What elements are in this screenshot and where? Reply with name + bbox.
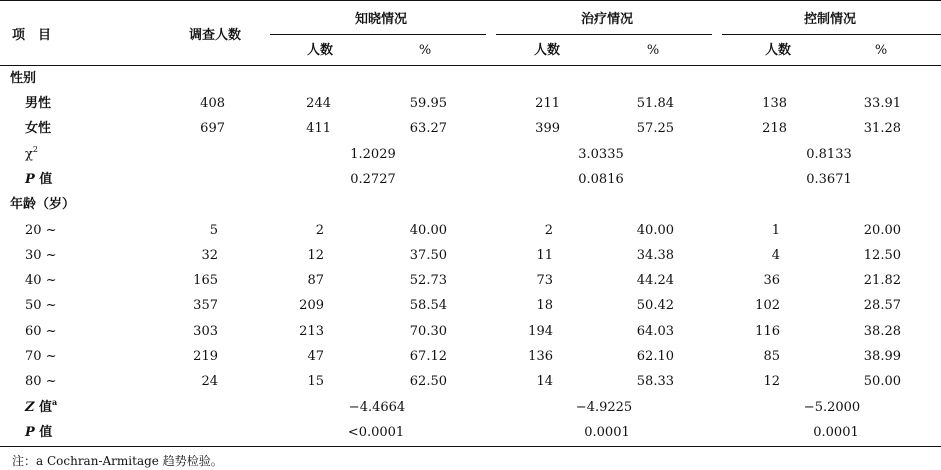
cell-control-pct: 28.57 <box>863 298 901 313</box>
cell-surveyed: 219 <box>193 349 218 364</box>
cell-awareness-count: 411 <box>306 121 331 136</box>
cell-control-pct: 50.00 <box>863 374 901 389</box>
stat-value-control: −5.2000 <box>803 400 861 415</box>
cell-awareness-count: 12 <box>307 248 324 263</box>
cell-awareness-pct: 67.12 <box>409 349 447 364</box>
cell-control-count: 1 <box>771 223 780 238</box>
row-label: 30 ~ <box>25 248 57 263</box>
header-pct: % <box>646 43 660 58</box>
cell-awareness-count: 87 <box>307 273 324 288</box>
cell-surveyed: 24 <box>201 374 218 389</box>
cell-awareness-count: 209 <box>299 298 324 313</box>
stat-label-z: Z 值$^a$ <box>25 397 58 415</box>
cell-awareness-pct: 40.00 <box>409 223 447 238</box>
cell-treatment-pct: 34.38 <box>636 248 674 263</box>
cell-awareness-count: 2 <box>315 223 324 238</box>
stat-value-treatment: 3.0335 <box>578 147 624 162</box>
group-rule-control <box>722 34 941 35</box>
stat-value-control: 0.3671 <box>806 172 852 187</box>
cell-control-count: 116 <box>755 324 780 339</box>
section-title-sex: 性别 <box>10 71 37 86</box>
cell-control-pct: 38.28 <box>863 324 901 339</box>
cell-awareness-pct: 63.27 <box>409 121 447 136</box>
cell-awareness-count: 47 <box>307 349 324 364</box>
cell-control-pct: 31.28 <box>863 121 901 136</box>
cell-control-count: 138 <box>762 96 787 111</box>
header-bottom-rule <box>0 65 941 66</box>
cell-treatment-pct: 44.24 <box>636 273 674 288</box>
row-label: 70 ~ <box>25 349 57 364</box>
header-pct: % <box>874 43 888 58</box>
cell-treatment-count: 194 <box>528 324 553 339</box>
cell-awareness-count: 244 <box>306 96 331 111</box>
cell-treatment-pct: 40.00 <box>636 223 674 238</box>
cell-awareness-pct: 62.50 <box>409 374 447 389</box>
cell-treatment-count: 73 <box>536 273 553 288</box>
cell-awareness-pct: 59.95 <box>409 96 447 111</box>
cell-treatment-count: 11 <box>536 248 553 263</box>
cell-control-count: 12 <box>763 374 780 389</box>
group-rule-treatment <box>496 34 712 35</box>
header-count: 人数 <box>764 43 792 58</box>
row-label: 50 ~ <box>25 298 57 313</box>
cell-treatment-count: 399 <box>535 121 560 136</box>
cell-treatment-count: 136 <box>528 349 553 364</box>
cell-control-count: 4 <box>771 248 780 263</box>
stat-value-control: 0.8133 <box>806 147 852 162</box>
cell-control-count: 218 <box>762 121 787 136</box>
stat-value-awareness: <0.0001 <box>347 425 405 440</box>
cell-treatment-count: 2 <box>544 223 553 238</box>
stat-value-awareness: −4.4664 <box>348 400 406 415</box>
cell-awareness-pct: 37.50 <box>409 248 447 263</box>
header-count: 人数 <box>306 43 334 58</box>
stat-value-control: 0.0001 <box>813 425 859 440</box>
cell-control-pct: 12.50 <box>863 248 901 263</box>
stat-value-treatment: 0.0816 <box>578 172 624 187</box>
bottom-rule <box>0 446 941 447</box>
cell-treatment-pct: 64.03 <box>636 324 674 339</box>
cell-treatment-pct: 62.10 <box>636 349 674 364</box>
cell-control-pct: 21.82 <box>863 273 901 288</box>
cell-surveyed: 32 <box>201 248 218 263</box>
cell-control-count: 85 <box>763 349 780 364</box>
cell-awareness-pct: 52.73 <box>409 273 447 288</box>
top-rule <box>0 0 941 1</box>
header-group-treatment: 治疗情况 <box>580 12 634 27</box>
cell-awareness-pct: 58.54 <box>409 298 447 313</box>
cell-surveyed: 303 <box>193 324 218 339</box>
header-group-control: 控制情况 <box>803 12 857 27</box>
cell-surveyed: 697 <box>200 121 225 136</box>
cell-treatment-pct: 50.42 <box>636 298 674 313</box>
header-group-awareness: 知晓情况 <box>354 12 408 27</box>
header-count: 人数 <box>533 43 561 58</box>
header-item: 项 目 <box>12 28 52 43</box>
cell-control-pct: 20.00 <box>863 223 901 238</box>
cell-surveyed: 408 <box>200 96 225 111</box>
stat-value-awareness: 0.2727 <box>350 172 396 187</box>
cell-treatment-count: 18 <box>536 298 553 313</box>
row-label: 男性 <box>25 96 52 111</box>
row-label: 80 ~ <box>25 374 57 389</box>
cell-control-count: 102 <box>755 298 780 313</box>
stat-value-treatment: 0.0001 <box>584 425 630 440</box>
cell-treatment-pct: 51.84 <box>636 96 674 111</box>
group-rule-awareness <box>270 34 486 35</box>
header-pct: % <box>418 43 432 58</box>
row-label: 40 ~ <box>25 273 57 288</box>
cell-control-pct: 38.99 <box>863 349 901 364</box>
stat-value-awareness: 1.2029 <box>350 147 396 162</box>
cell-surveyed: 165 <box>193 273 218 288</box>
section-title-age: 年龄（岁） <box>10 197 76 212</box>
stat-label-chi-square: $\chi^2$ <box>25 145 38 162</box>
cell-awareness-pct: 70.30 <box>409 324 447 339</box>
cell-awareness-count: 213 <box>299 324 324 339</box>
row-label: 60 ~ <box>25 324 57 339</box>
row-label: 女性 <box>25 121 52 136</box>
cell-surveyed: 357 <box>193 298 218 313</box>
cell-control-pct: 33.91 <box>863 96 901 111</box>
cell-treatment-pct: 57.25 <box>636 121 674 136</box>
cell-control-count: 36 <box>763 273 780 288</box>
stat-label-p: P 值 <box>25 172 53 187</box>
cell-treatment-count: 14 <box>536 374 553 389</box>
row-label: 20 ~ <box>25 223 57 238</box>
table-footnote: 注：a Cochran-Armitage 趋势检验。 <box>12 454 223 468</box>
stat-value-treatment: −4.9225 <box>575 400 633 415</box>
header-surveyed: 调查人数 <box>188 28 242 43</box>
cell-treatment-count: 211 <box>535 96 560 111</box>
cell-treatment-pct: 58.33 <box>636 374 674 389</box>
cell-awareness-count: 15 <box>307 374 324 389</box>
stat-label-p: P 值 <box>25 425 53 440</box>
cell-surveyed: 5 <box>209 223 218 238</box>
